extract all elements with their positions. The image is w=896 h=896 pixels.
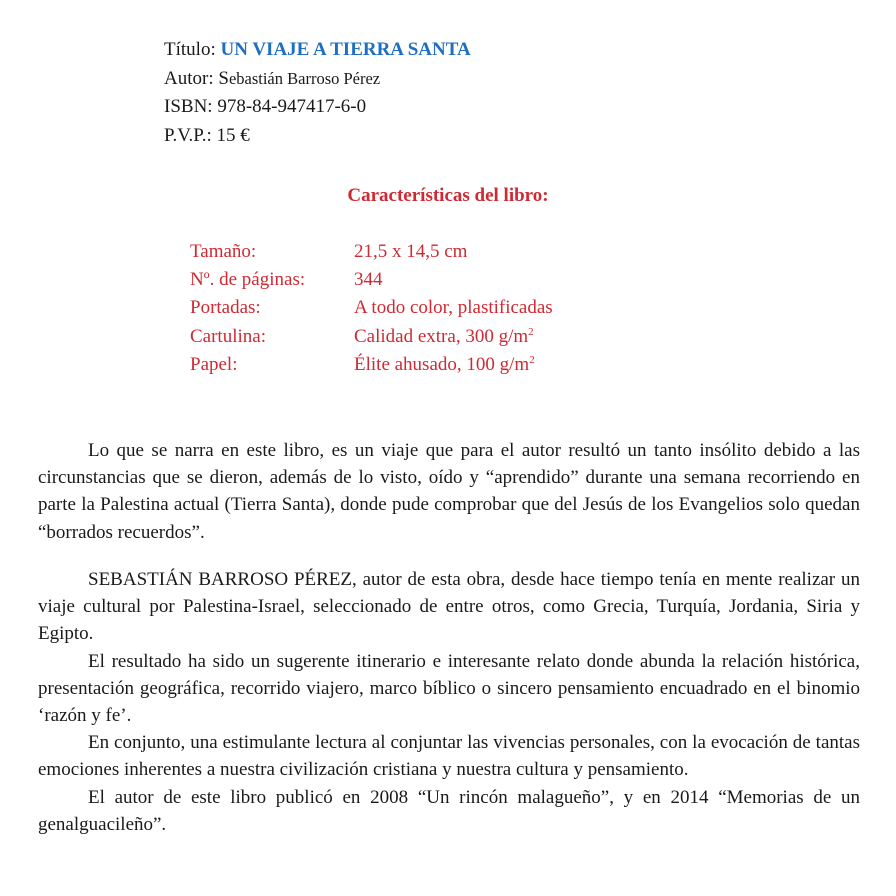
- author-name: ebastián Barroso Pérez: [228, 68, 381, 88]
- spec-label: Portadas:: [190, 297, 261, 319]
- title-label: Título:: [164, 39, 221, 60]
- author-label: Autor:: [164, 67, 219, 89]
- paragraph: Lo que se narra en este libro, es un viaje que para el autor resultó un tanto insólito debido a las circunstancias que se dieron, además de lo visto, oído y “aprendido” durante una semana recorriendo en parte la Palestina actual (Tierra Santa), donde pude comprobar que del Jesús de los Evangelios solo quedan “borrados recuerdos”.: [38, 440, 860, 543]
- spec-value: Élite ahusado, 100 $g/m^2$: [354, 353, 535, 375]
- paragraph: SEBASTIÁN BARROSO PÉREZ, autor de esta obra, desde hace tiempo tenía en mente realizar un viaje cultural por Palestina-Israel, seleccionado de entre otros, como Grecia, Turquía, Jordania, Siria y Egipto.: [38, 569, 860, 645]
- spec-row-cardstock: [190, 323, 553, 351]
- spec-row-pages: [190, 266, 553, 294]
- description-intro: [38, 437, 860, 546]
- spec-label: Cartulina:: [190, 325, 266, 347]
- paragraph: En conjunto, una estimulante lectura al conjuntar las vivencias personales, con la evocación de tantas emociones inherentes a nuestra civilización cristiana y nuestra cultura y pensamiento.: [38, 732, 860, 781]
- spec-label: Tamaño:: [190, 241, 257, 262]
- spec-label: Nº. de páginas:: [190, 269, 306, 291]
- spec-label: Papel:: [190, 353, 238, 375]
- book-title: UN VIAJE A TIERRA SANTA: [220, 39, 471, 60]
- characteristics-heading: Características del libro:: [347, 185, 549, 206]
- book-metadata: [164, 36, 471, 150]
- spec-row-covers: [190, 294, 553, 322]
- isbn-line: ISBN: 978-84-947417-6-0: [164, 96, 367, 117]
- characteristics-list: [190, 238, 553, 379]
- spec-value: Calidad extra, 300 $g/m^2$: [354, 325, 534, 347]
- author-line: [164, 65, 471, 94]
- description-body: [38, 566, 860, 838]
- spec-row-paper: [190, 351, 553, 379]
- paragraph: El resultado ha sido un sugerente itinerario e interesante relato donde abunda la relación histórica, presentación geográfica, recorrido viajero, marco bíblico o sincero pensamiento encuadrado en el binomio ‘razón y fe’.: [38, 650, 860, 727]
- author-initial: S: [218, 67, 229, 89]
- spec-value: 21,5 x 14,5 cm: [354, 241, 468, 262]
- price-line: P.V.P.: 15 €: [164, 124, 250, 146]
- paragraph: El autor de este libro publicó en 2008 “Un rincón malagueño”, y en 2014 “Memorias de un genalguacileño”.: [38, 786, 860, 835]
- spec-value: 344: [354, 269, 383, 291]
- spec-row-size: [190, 238, 553, 266]
- title-line: [164, 36, 471, 65]
- spec-value: A todo color, plastificadas: [354, 297, 553, 319]
